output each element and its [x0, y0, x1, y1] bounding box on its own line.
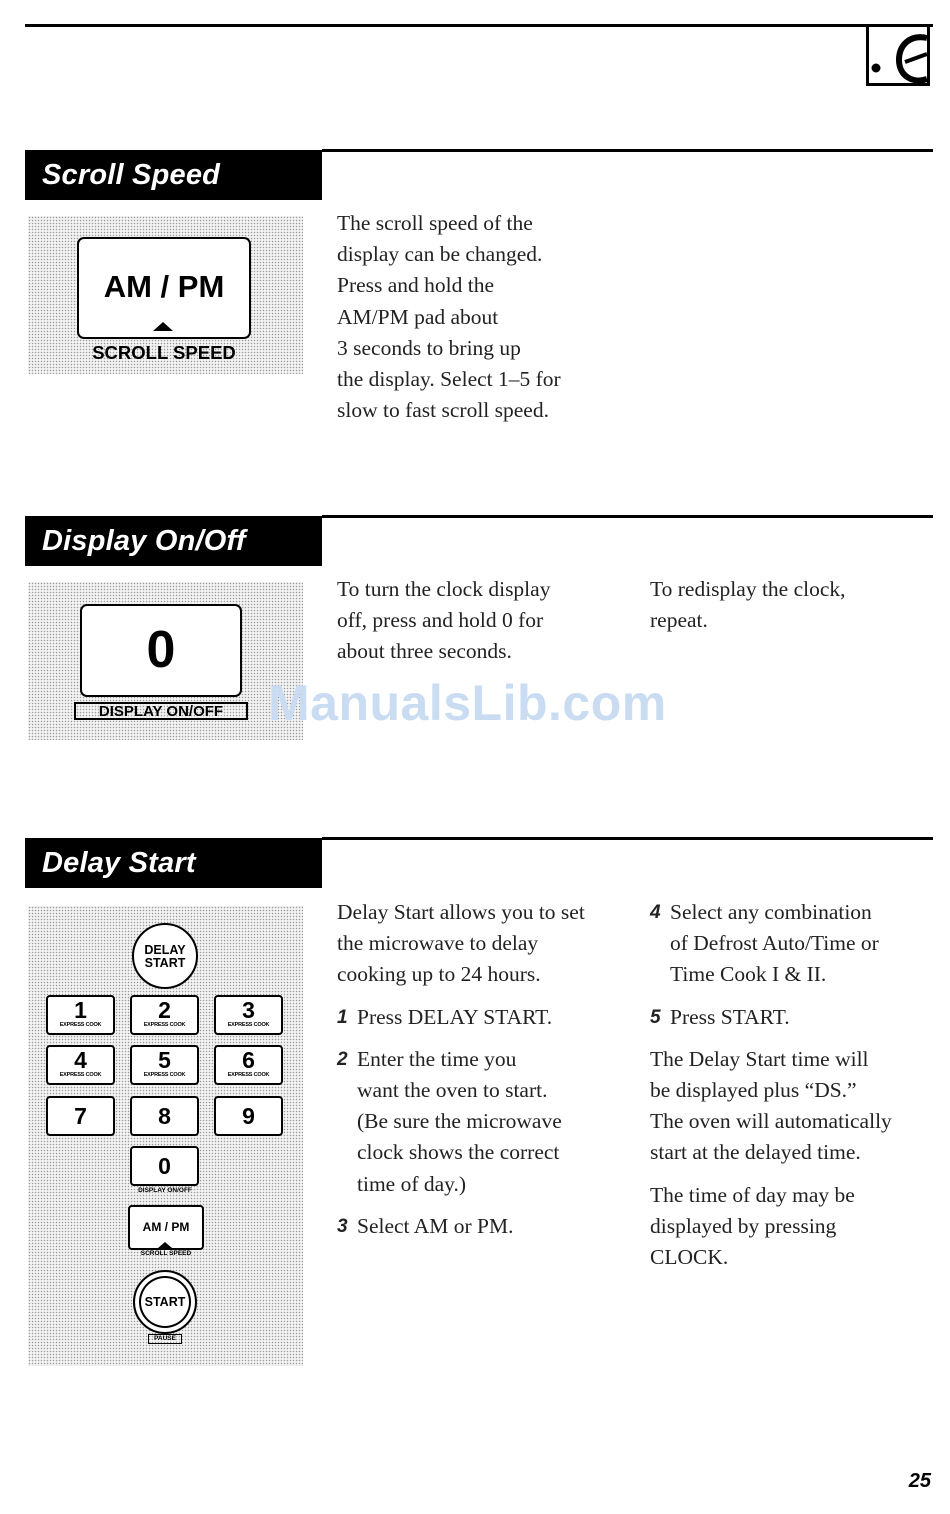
text-line: the microwave to delay [337, 931, 539, 956]
key-4 [46, 1045, 115, 1085]
text-line: Select any combination [670, 900, 872, 924]
step-1 [337, 1002, 637, 1033]
caret-icon [158, 1242, 172, 1248]
key-sublabel: EXPRESS COOK [59, 1072, 102, 1078]
text-line: The oven will automatically [650, 1109, 892, 1134]
section-title-delay-start: Delay Start [25, 838, 322, 888]
caret-icon [153, 322, 173, 331]
ampm-key: AM / PM [77, 237, 251, 339]
key-digit: 8 [158, 1103, 171, 1129]
key-2 [130, 995, 199, 1035]
section-rule [322, 837, 933, 840]
text-line: Enter the time you [357, 1046, 517, 1071]
display-onoff-text-right [650, 574, 930, 636]
text-line: want the oven to start. [357, 1078, 548, 1103]
key-6 [214, 1045, 283, 1085]
step-5 [650, 1002, 935, 1033]
step-number: 1 [337, 1006, 348, 1028]
brand-logo [866, 24, 930, 86]
key-digit: 1 [74, 997, 87, 1023]
delay-start-text-right [650, 897, 935, 1273]
key-3 [214, 995, 283, 1035]
key-sublabel: EXPRESS COOK [227, 1072, 270, 1078]
text-line: To redisplay the clock, [650, 577, 846, 601]
page-number: 25 [908, 1470, 931, 1492]
key-sublabel: EXPRESS COOK [59, 1022, 102, 1028]
text-line: Select AM or PM. [357, 1213, 514, 1238]
key-5 [130, 1045, 199, 1085]
text-line: To turn the clock display [337, 577, 551, 601]
section-rule [322, 149, 933, 152]
step-3 [337, 1211, 637, 1242]
step-4 [650, 897, 935, 991]
key-sublabel: EXPRESS COOK [143, 1022, 186, 1028]
text-line: Press and hold the [337, 273, 495, 298]
text-line: be displayed plus “DS.” [650, 1078, 857, 1103]
text-line: The Delay Start time will [650, 1046, 869, 1071]
text-line: AM/PM pad about [337, 304, 499, 329]
watermark: ManualsLib.com [268, 675, 667, 731]
section-title-display-onoff: Display On/Off [25, 516, 322, 566]
key-digit: 0 [158, 1153, 171, 1179]
keypad-illustration [28, 906, 303, 1366]
key-0 [130, 1146, 199, 1186]
zero-key: 0 [80, 604, 242, 697]
delay-label: DELAY [144, 943, 186, 957]
step-number: 4 [650, 902, 661, 923]
text-line: cooking up to 24 hours. [337, 962, 541, 987]
key-8 [130, 1096, 199, 1136]
text-line: time of day.) [357, 1171, 467, 1196]
scroll-speed-text [337, 208, 627, 426]
text-line: display can be changed. [337, 242, 543, 267]
key-digit: 5 [158, 1047, 171, 1073]
display-onoff-caption: DISPLAY ON/OFF [74, 702, 248, 720]
text-line: about three seconds. [337, 639, 512, 664]
ge-logo-icon [869, 24, 930, 83]
key-0-caption: DISPLAY ON/OFF [138, 1187, 192, 1194]
section-rule [322, 515, 933, 518]
key-digit: 4 [74, 1047, 87, 1073]
key-digit: 3 [242, 997, 255, 1023]
scroll-speed-illustration [28, 216, 303, 374]
text-line: Press DELAY START. [357, 1004, 553, 1029]
start-label: START [144, 956, 186, 970]
key-sublabel: EXPRESS COOK [143, 1072, 186, 1078]
key-1 [46, 995, 115, 1035]
key-digit: 7 [74, 1103, 87, 1129]
text-line: 3 seconds to bring up [337, 335, 521, 360]
delay-start-text-left [337, 897, 637, 1242]
text-line: start at the delayed time. [650, 1140, 861, 1165]
text-line: Time Cook I & II. [670, 962, 827, 987]
step-number: 5 [650, 1006, 661, 1028]
text-line: The time of day may be [650, 1182, 855, 1207]
step-number: 2 [337, 1048, 348, 1070]
key-digit: 2 [158, 997, 171, 1023]
key-9 [214, 1096, 283, 1136]
start-key: START [133, 1270, 197, 1334]
ampm-small-key: AM / PM [128, 1205, 204, 1250]
text-line: repeat. [650, 608, 708, 633]
text-line: of Defrost Auto/Time or [670, 931, 879, 956]
pause-caption: PAUSE [148, 1334, 182, 1344]
display-onoff-illustration [28, 582, 303, 740]
text-line: CLOCK. [650, 1245, 729, 1270]
text-line: (Be sure the microwave [357, 1109, 562, 1134]
display-onoff-text-left [337, 574, 627, 668]
step-2 [337, 1044, 637, 1200]
text-line: The scroll speed of the [337, 211, 533, 235]
step-number: 3 [337, 1215, 348, 1237]
scroll-speed-caption: SCROLL SPEED [92, 342, 236, 363]
key-sublabel: EXPRESS COOK [227, 1022, 270, 1028]
text-line: displayed by pressing [650, 1213, 837, 1238]
text-line: clock shows the correct [357, 1140, 560, 1165]
text-line: off, press and hold 0 for [337, 608, 544, 633]
text-line: slow to fast scroll speed. [337, 398, 549, 423]
section-title-scroll-speed: Scroll Speed [25, 150, 322, 200]
text-line: Delay Start allows you to set [337, 900, 585, 924]
top-rule [25, 24, 933, 27]
key-digit: 9 [242, 1103, 255, 1129]
text-line: Press START. [670, 1004, 790, 1029]
ampm-small-caption: SCROLL SPEED [140, 1250, 192, 1257]
key-7 [46, 1096, 115, 1136]
paragraph-ds-display [650, 1044, 935, 1169]
key-digit: 6 [242, 1047, 255, 1073]
delay-start-key [132, 923, 198, 989]
paragraph-clock [650, 1180, 935, 1274]
text-line: the display. Select 1–5 for [337, 367, 561, 392]
